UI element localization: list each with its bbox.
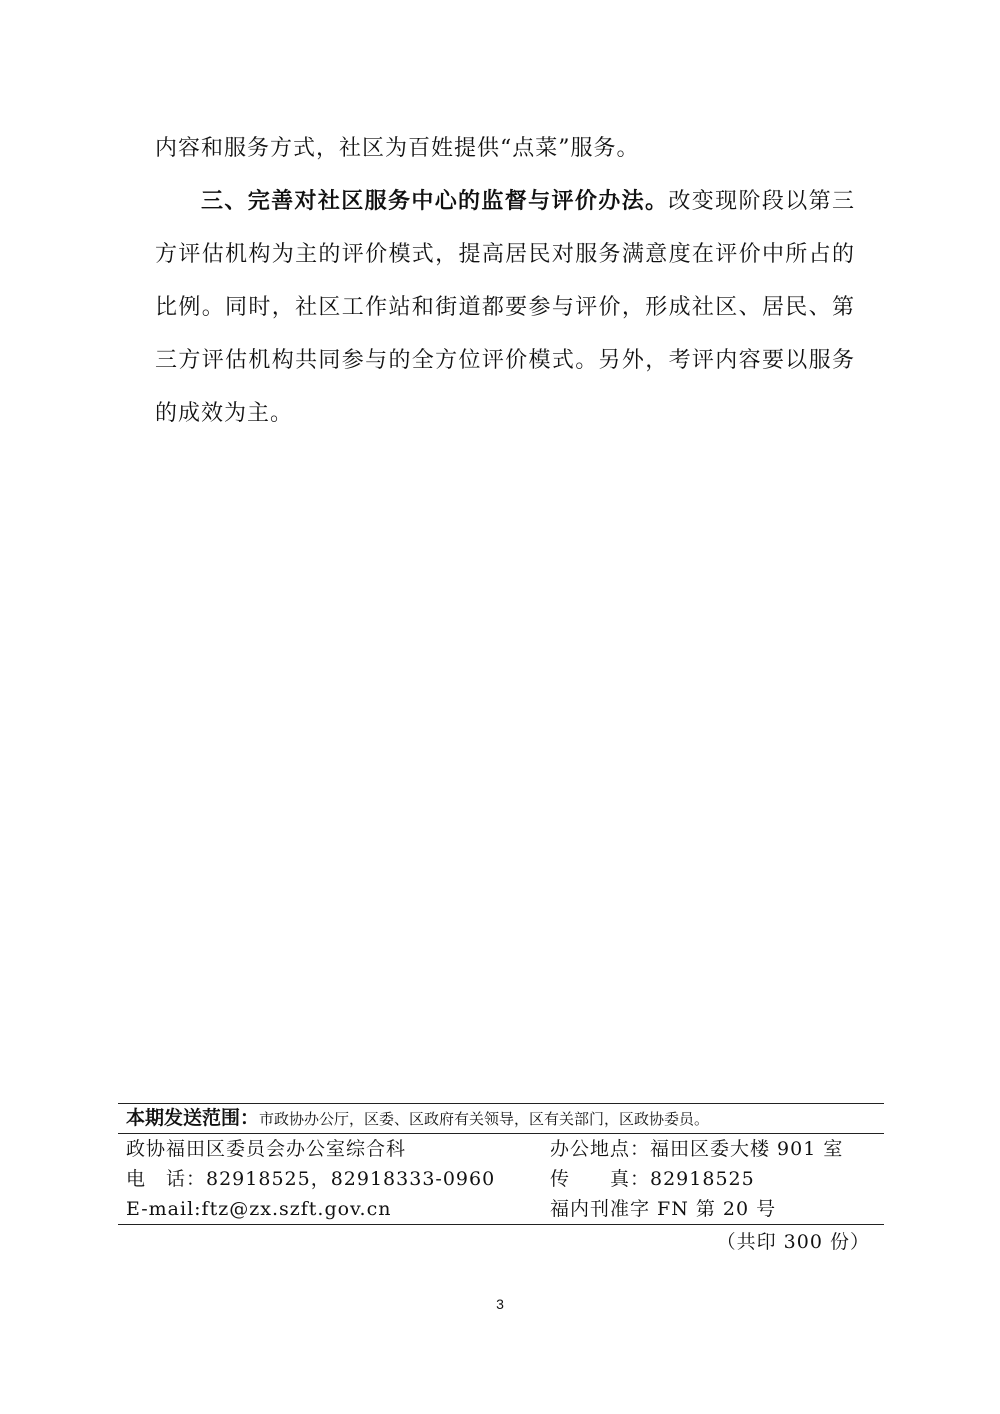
contact-info <box>118 1134 884 1224</box>
paragraph-continuation: 内容和服务方式，社区为百姓提供“点菜”服务。 <box>155 136 640 161</box>
distribution-footer <box>118 1103 884 1259</box>
section-heading: 三、完善对社区服务中心的监督与评价办法。 <box>201 188 669 214</box>
document-body <box>155 122 855 440</box>
page-number: 3 <box>496 1296 504 1312</box>
paragraph-section-three <box>155 175 855 440</box>
office-name: 政协福田区委员会办公室综合科 <box>126 1138 407 1160</box>
fax-number: 传 真：82918525 <box>550 1168 755 1190</box>
distribution-scope <box>118 1104 884 1133</box>
phone-numbers: 电 话：82918525，82918333-0960 <box>126 1168 496 1190</box>
office-address: 办公地点：福田区委大楼 901 室 <box>550 1138 844 1160</box>
print-copies: （共印 300 份） <box>716 1231 870 1253</box>
publication-permit: 福内刊准字 FN 第 20 号 <box>550 1198 777 1220</box>
scope-label: 本期发送范围： <box>126 1107 260 1129</box>
section-text: 改变现阶段以第三方评估机构为主的评价模式，提高居民对服务满意度在评价中所占的比例。同时，社区工作站和街道都要参与评价，形成社区、居民、第三方评估机构共同参与的全方位评价模式。另外，考评内容要以服务的成效为主。 <box>155 189 855 426</box>
scope-value: 市政协办公厅，区委、区政府有关领导，区有关部门，区政协委员。 <box>259 1110 710 1128</box>
email-address: E-mail:ftz@zx.szft.gov.cn <box>126 1198 392 1220</box>
